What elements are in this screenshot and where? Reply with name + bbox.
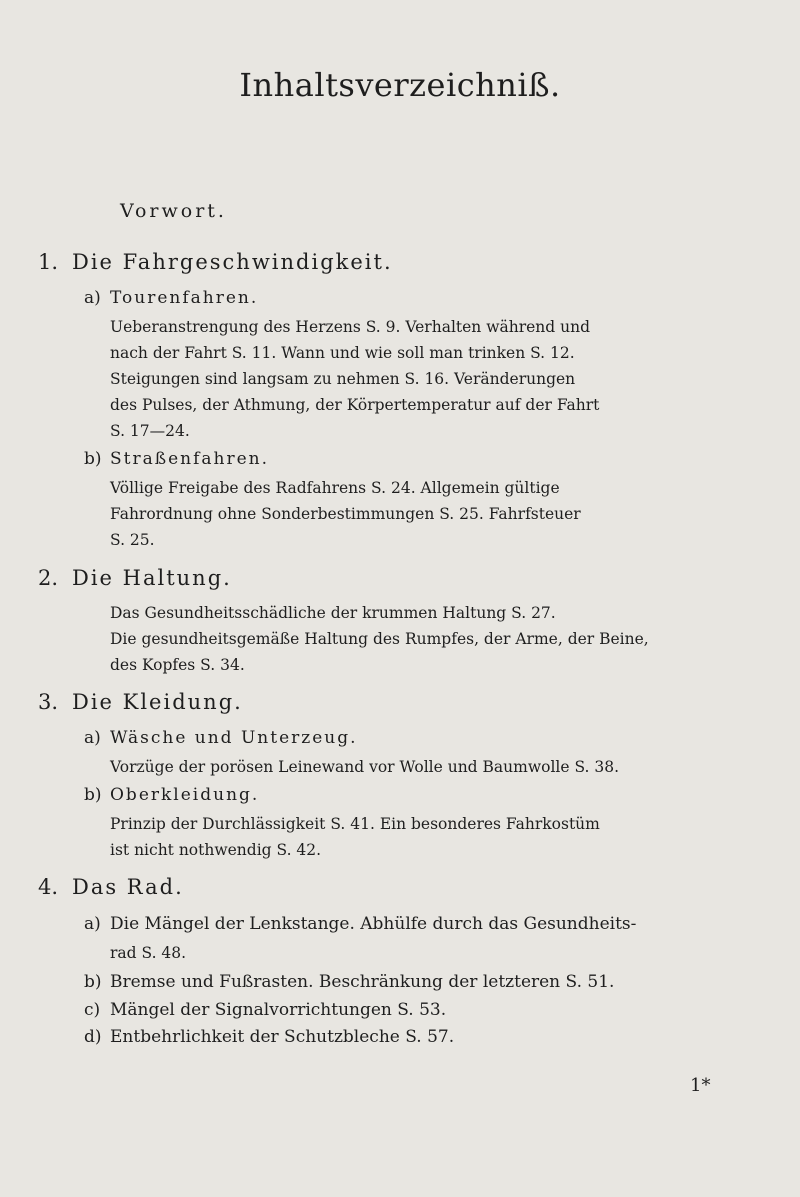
section-title: Oberkleidung. [110,785,260,805]
section-label: a) [84,728,101,748]
chapter-title: Die Fahrgeschwindigkeit. [72,250,393,274]
section-label: b) [84,449,102,469]
page-title: Inhaltsverzeichniß. [239,66,561,104]
chapter-title: Die Haltung. [72,566,232,590]
section-label: a) [84,288,101,308]
chapter-number: 4. [38,875,59,899]
section-3b-heading [84,785,259,805]
chapter-number: 3. [38,690,59,714]
section-4b-heading [84,972,614,992]
section-title: Mängel der Signalvorrichtungen S. 53. [110,1000,447,1020]
chapter-title: Das Rad. [72,875,184,899]
toc-line: Vorzüge der porösen Leinewand vor Wolle und Baumwolle S. 38. [110,758,620,776]
toc-line: Steigungen sind langsam zu nehmen S. 16. Veränderungen [110,370,576,388]
section-1a-heading [84,288,258,308]
section-4d-heading [84,1027,454,1047]
section-title: Bremse und Fußrasten. Beschränkung der letzteren S. 51. [110,972,615,992]
toc-line: nach der Fahrt S. 11. Wann und wie soll man trinken S. 12. [110,344,575,362]
toc-line: Prinzip der Durchlässigkeit S. 41. Ein besonderes Fahrkostüm [110,815,600,833]
chapter-3-heading [38,690,243,714]
section-label: b) [84,785,102,805]
section-1b-heading [84,449,269,469]
toc-line: rad S. 48. [110,944,187,962]
toc-line: Ueberanstrengung des Herzens S. 9. Verhalten während und [110,318,591,336]
toc-line: des Pulses, der Athmung, der Körpertemperatur auf der Fahrt [110,396,600,414]
section-title: Tourenfahren. [110,288,259,308]
section-4a-heading [84,914,636,934]
section-label: c) [84,1000,101,1020]
section-title: Entbehrlichkeit der Schutzbleche S. 57. [110,1027,455,1047]
toc-line: Das Gesundheitsschädliche der krummen Haltung S. 27. [110,604,556,622]
chapter-number: 2. [38,566,59,590]
toc-line: S. 17—24. [110,422,190,440]
chapter-1-heading [38,250,393,274]
section-title: Wäsche und Unterzeug. [110,728,358,748]
toc-line: Die gesundheitsgemäße Haltung des Rumpfes, der Arme, der Beine, [110,630,649,648]
chapter-title: Die Kleidung. [72,690,243,714]
chapter-number: 1. [38,250,59,274]
section-label: b) [84,972,102,992]
chapter-4-heading [38,875,184,899]
section-label: d) [84,1027,102,1047]
section-3a-heading [84,728,358,748]
toc-line: Fahrordnung ohne Sonderbestimmungen S. 25. Fahrfsteuer [110,505,581,523]
section-4c-heading [84,1000,446,1020]
toc-line: S. 25. [110,531,155,549]
section-label: a) [84,914,101,934]
signature-mark: 1* [690,1075,711,1096]
toc-line: ist nicht nothwendig S. 42. [110,841,322,859]
chapter-2-heading [38,566,232,590]
section-title: Die Mängel der Lenkstange. Abhülfe durch das Gesundheits- [110,914,637,934]
toc-line: des Kopfes S. 34. [110,656,245,674]
toc-line: Völlige Freigabe des Radfahrens S. 24. Allgemein gültige [110,479,560,497]
section-title: Straßenfahren. [110,449,270,469]
preface-heading: Vorwort. [120,200,227,222]
